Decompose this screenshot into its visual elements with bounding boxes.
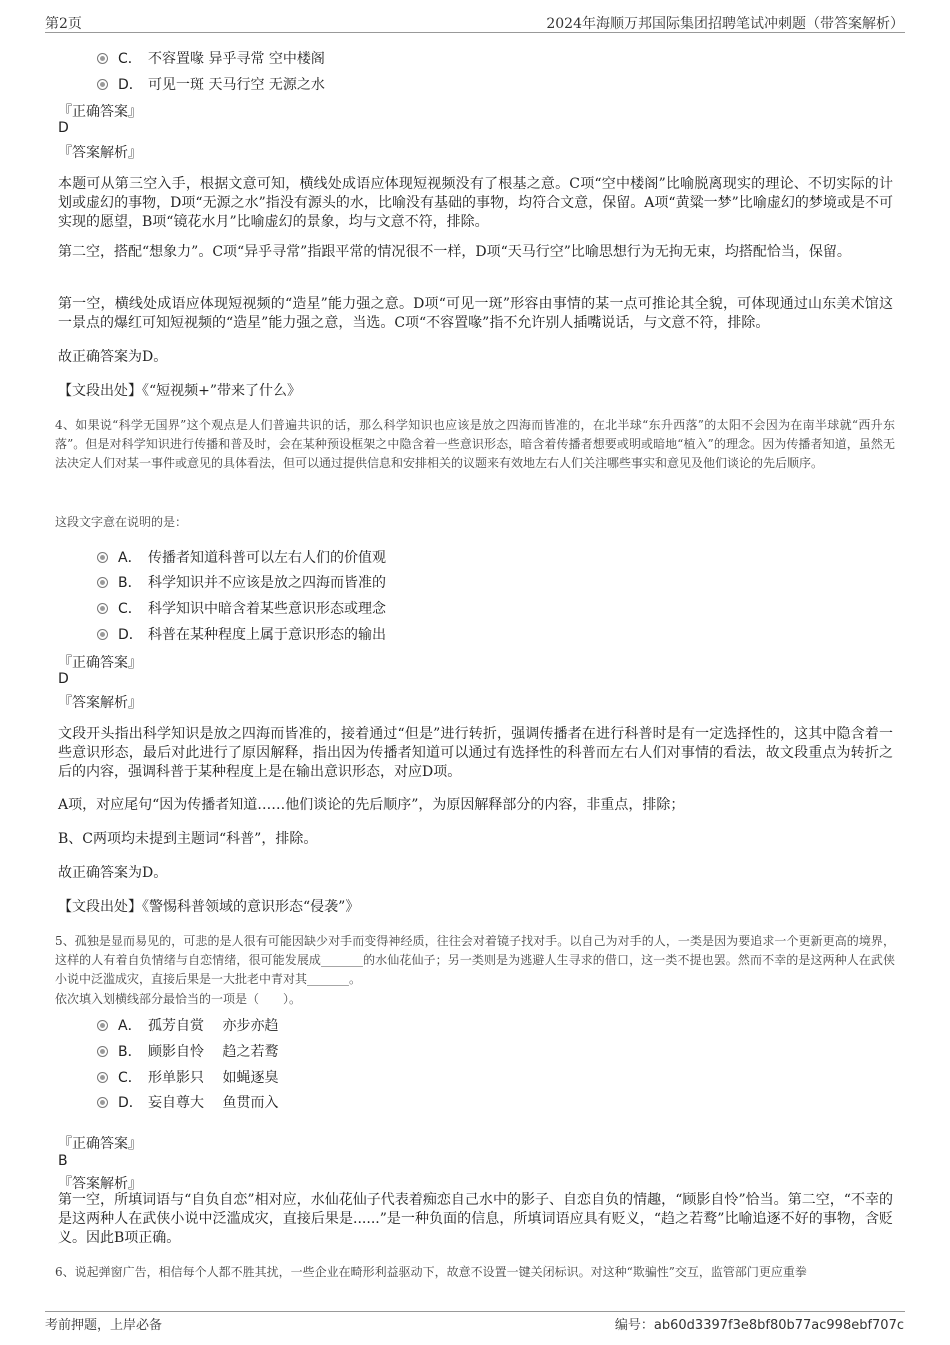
- footer-divider: [45, 1311, 905, 1312]
- q4-option-a[interactable]: A． 传播者知道科普可以左右人们的价值观: [97, 547, 386, 567]
- radio-icon[interactable]: [97, 1097, 108, 1108]
- q4-option-d[interactable]: D． 科普在某种程度上属于意识形态的输出: [97, 624, 386, 644]
- document-title: 2024年海顺万邦国际集团招聘笔试冲刺题（带答案解析）: [546, 16, 904, 32]
- q5-stem: 依次填入划横线部分最恰当的一项是（ ）。: [55, 992, 302, 1006]
- header-divider: [45, 32, 905, 33]
- q5-option-b[interactable]: B． 顾影自怜 趋之若鹜: [97, 1041, 278, 1061]
- q3-answer-label: 『正确答案』: [58, 104, 142, 120]
- q3-answer: D: [58, 120, 69, 136]
- q5-question-text: 5、孤独是显而易见的，可悲的是人很有可能因缺少对手而变得神经质，往往会对着镜子找对手。以自己为对手的人，一类是因为要追求一个更新更高的境界，这样的人有着自负情绪与自恋情绪，很可能发展成_______的水仙花仙子；另一类则是为逃避人生寻求的借口，这一类不提也罢。然而不幸的是这两种人在武侠小说中泛滥成灾，直接后果是一大批老中青对其_______。: [55, 934, 895, 986]
- q4-option-b[interactable]: B． 科学知识并不应该是放之四海而皆准的: [97, 572, 386, 592]
- footer-slogan: 考前押题，上岸必备: [45, 1318, 163, 1333]
- q5-option-a[interactable]: A． 孤芳自赏 亦步亦趋: [97, 1015, 278, 1035]
- q5-answer: B: [58, 1153, 68, 1169]
- radio-icon[interactable]: [97, 79, 108, 90]
- q4-analysis-paragraph: 文段开头指出科学知识是放之四海而皆准的，接着通过“但是”进行转折，强调传播者在进行科普时是有一定选择性的，这其中隐含着一些意识形态，最后对此进行了原因解释，指出因为传播者知道可以通过有选择性的科普而左右人们对事情的看法，故文段重点为转折之后的内容，强调科普于某种程度上是在输出意识形态，对应D项。: [58, 726, 893, 780]
- radio-icon[interactable]: [97, 603, 108, 614]
- q5-option-c[interactable]: C． 形单影只 如蝇逐臭: [97, 1067, 278, 1087]
- q3-analysis-paragraph: 本题可从第三空入手，根据文意可知，横线处成语应体现短视频没有了根基之意。C项“空中楼阁”比喻脱离现实的理论、不切实际的计划或虚幻的事物，D项“无源之水”指没有源头的水，比喻没有基础的事物，均符合文意，保留。A项“黄粱一梦”比喻虚幻的梦境或是不可实现的愿望，B项“镜花水月”比喻虚幻的景象，均与文意不符，排除。: [58, 176, 893, 230]
- q4-analysis-paragraph: 故正确答案为D。: [58, 865, 168, 881]
- q4-stem: 这段文字意在说明的是：: [55, 515, 188, 529]
- q3-analysis-paragraph: 故正确答案为D。: [58, 349, 168, 365]
- q4-question-text: 4、如果说“科学无国界”这个观点是人们普遍共识的话，那么科学知识也应该是放之四海而皆准的，在北半球“东升西落”的太阳不会因为在南半球就“西升东落”。但是对科学知识进行传播和普及时，会在某种预设框架之中隐含着一些意识形态，暗含着传播者想要或明或暗地“植入”的理念。因为传播者知道，虽然无法决定人们对某一事件或意见的具体看法，但可以通过提供信息和安排相关的议题来有效地左右人们关注哪些事实和意见及他们谈论的先后顺序。: [55, 418, 895, 470]
- q3-option-c[interactable]: C． 不容置喙 异乎寻常 空中楼阁: [97, 48, 325, 68]
- q4-analysis-paragraph: A项，对应尾句“因为传播者知道……他们谈论的先后顺序”，为原因解释部分的内容，非重点，排除；: [58, 797, 685, 813]
- radio-icon[interactable]: [97, 577, 108, 588]
- radio-icon[interactable]: [97, 53, 108, 64]
- radio-icon[interactable]: [97, 1072, 108, 1083]
- q4-analysis-label: 『答案解析』: [58, 695, 142, 711]
- q4-answer: D: [58, 671, 69, 687]
- radio-icon[interactable]: [97, 552, 108, 563]
- q3-analysis-paragraph: 第一空，横线处成语应体现短视频的“造星”能力强之意。D项“可见一斑”形容由事情的某一点可推论其全貌，可体现通过山东美术馆这一景点的爆红可知短视频的“造星”能力强之意，当选。C项“不容置喙”指不允许别人插嘴说话，与文意不符，排除。: [58, 296, 893, 331]
- document-id: [615, 1314, 904, 1333]
- q3-source: 【文段出处】《“短视频+”带来了什么》: [58, 383, 302, 399]
- radio-icon[interactable]: [97, 1020, 108, 1031]
- q5-option-d[interactable]: D． 妄自尊大 鱼贯而入: [97, 1092, 278, 1112]
- radio-icon[interactable]: [97, 1046, 108, 1057]
- q6-question-text: 6、说起弹窗广告，相信每个人都不胜其扰，一些企业在畸形利益驱动下，故意不设置一键关闭标识。对这种“欺骗性”交互，监管部门更应重拳: [55, 1265, 807, 1279]
- q3-option-d[interactable]: D． 可见一斑 天马行空 无源之水: [97, 74, 325, 94]
- q5-analysis-paragraph: 第一空，所填词语与“自负自恋”相对应，水仙花仙子代表着痴恋自己水中的影子、自恋自负的情趣，“顾影自怜”恰当。第二空，“不幸的是这两种人在武侠小说中泛滥成灾，直接后果是......”是一种负面的信息，所填词语应具有贬义，“趋之若鹜”比喻追逐不好的事物，含贬义。因此B项正确。: [58, 1192, 893, 1246]
- radio-icon[interactable]: [97, 629, 108, 640]
- q4-analysis-paragraph: B、C两项均未提到主题词“科普”，排除。: [58, 831, 318, 847]
- q3-analysis-paragraph: 第二空，搭配“想象力”。C项“异乎寻常”指跟平常的情况很不一样，D项“天马行空”比喻思想行为无拘无束，均搭配恰当，保留。: [58, 244, 851, 260]
- page-number: 第2页: [45, 16, 82, 32]
- q3-analysis-label: 『答案解析』: [58, 145, 142, 161]
- q4-answer-label: 『正确答案』: [58, 655, 142, 671]
- q4-source: 【文段出处】《警惕科普领域的意识形态“侵袭”》: [58, 899, 360, 915]
- document-id-value: ab60d3397f3e8bf80b77ac998ebf707c: [653, 1318, 904, 1333]
- document-id-label: 编号：: [614, 1318, 654, 1333]
- q5-analysis-label: 『答案解析』: [58, 1176, 142, 1192]
- q4-option-c[interactable]: C． 科学知识中暗含着某些意识形态或理念: [97, 598, 386, 618]
- q5-answer-label: 『正确答案』: [58, 1136, 142, 1152]
